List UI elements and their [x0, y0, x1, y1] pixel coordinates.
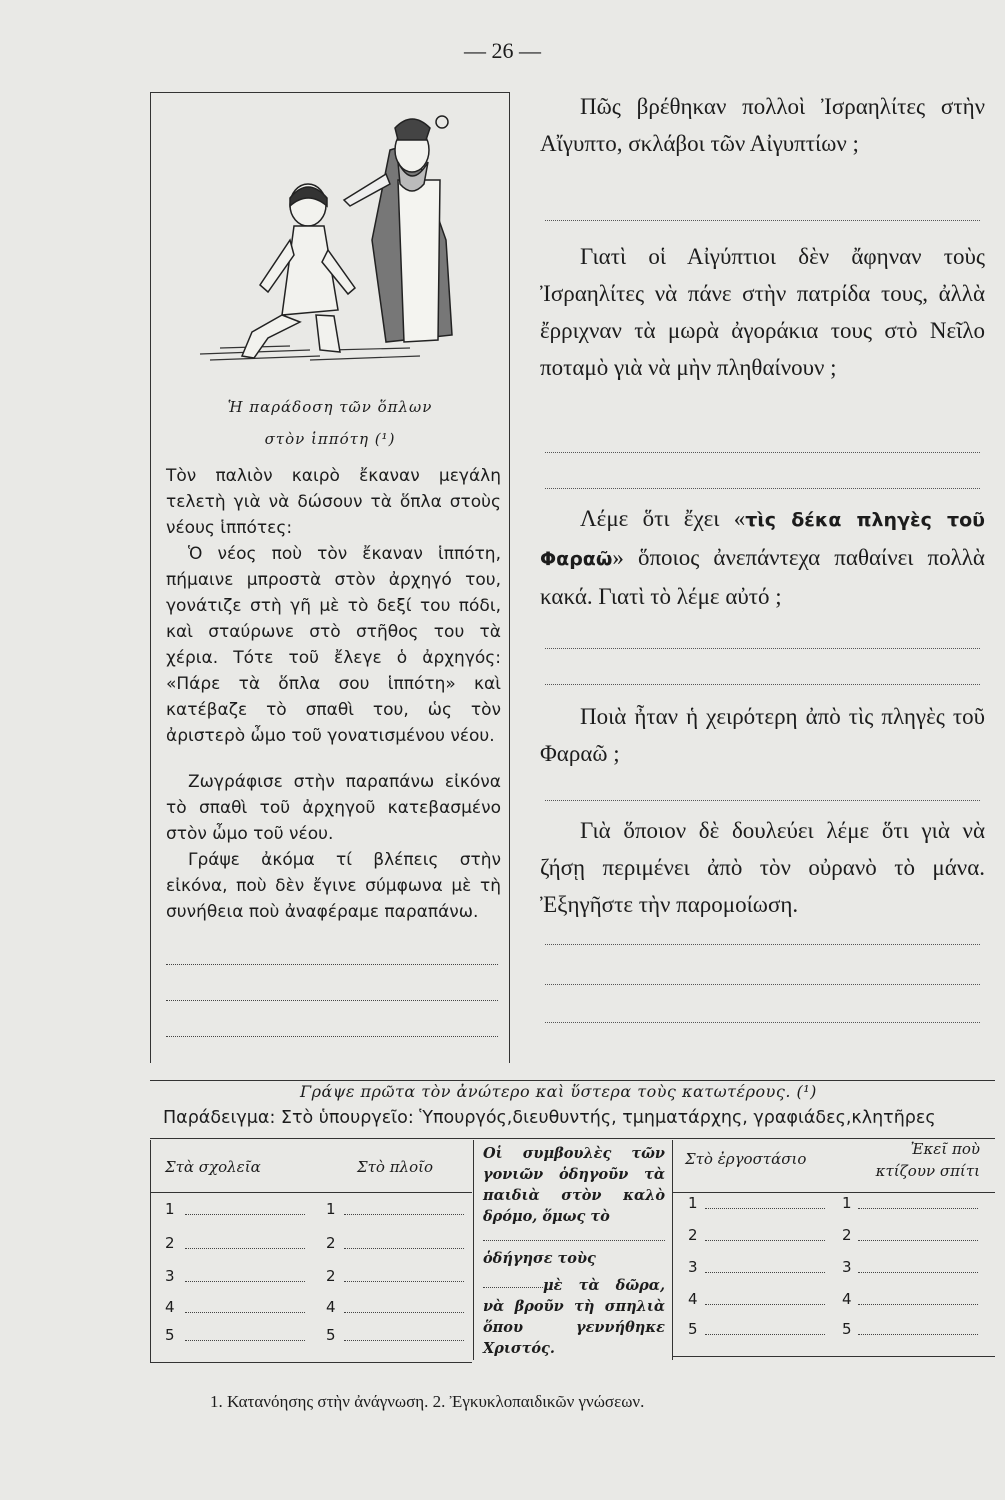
header-ship: Στὸ πλοῖο: [357, 1158, 434, 1176]
answer-line[interactable]: [545, 452, 980, 453]
answer-line[interactable]: [344, 1340, 464, 1341]
answer-line[interactable]: [545, 648, 980, 649]
answer-line[interactable]: [545, 800, 980, 801]
schools-row-2-num: 2: [165, 1234, 175, 1252]
answer-line[interactable]: [344, 1281, 464, 1282]
answer-line[interactable]: [858, 1272, 978, 1273]
answer-line[interactable]: [858, 1304, 978, 1305]
answer-line[interactable]: [705, 1334, 825, 1335]
ship-row-2-num: 2: [326, 1234, 336, 1252]
ship-row-5-num: 5: [326, 1326, 336, 1344]
answer-line[interactable]: [545, 1022, 980, 1023]
header-rule-right: [673, 1192, 995, 1193]
factory-row-4-num: 4: [688, 1290, 698, 1308]
question-2: Γιατὶ οἱ Αἰγύπτιοι δὲν ἄφηναν τοὺς Ἰσραηλίτες νὰ πάνε στὴν πατρίδα τους, ἀλλὰ ἔρριχναν τὰ μωρὰ ἀγοράκια τους στὸ Νεῖλο ποταμὸ γιὰ νὰ μὴν πληθαίνουν ;: [540, 244, 985, 380]
ship-row-1-num: 1: [326, 1200, 336, 1218]
building-row-5-num: 5: [842, 1320, 852, 1338]
answer-line[interactable]: [185, 1340, 305, 1341]
answer-line[interactable]: [185, 1214, 305, 1215]
illustration-caption-line2: στὸν ἱππότη (¹): [264, 430, 396, 448]
answer-line[interactable]: [705, 1272, 825, 1273]
header-building: Ἐκεῖ ποὺ κτίζουν σπίτι: [875, 1140, 980, 1180]
answer-line[interactable]: [545, 684, 980, 685]
building-row-2-num: 2: [842, 1226, 852, 1244]
middle-right-rule: [672, 1140, 673, 1360]
left-paragraph-draw-task: Ζωγράφισε στὴν παραπάνω εἰκόνα τὸ σπαθὶ τοῦ ἀρχηγοῦ κατεβασμένο στὸν ὦμο τοῦ νέου.: [166, 772, 501, 844]
factory-row-1-num: 1: [688, 1194, 698, 1212]
answer-line[interactable]: [166, 1000, 498, 1001]
knighting-illustration: [190, 110, 480, 380]
answer-line[interactable]: [705, 1240, 825, 1241]
building-row-1-num: 1: [842, 1194, 852, 1212]
schools-row-5-num: 5: [165, 1326, 175, 1344]
middle-text-a: Οἱ συμβουλὲς τῶν γονιῶν ὁδηγοῦν τὰ παιδιὰ στὸν καλὸ δρόμο, ὅμως τὸ: [483, 1145, 665, 1225]
exercise-example: Παράδειγμα: Στὸ ὑπουργεῖο: Ὑπουργός,διευθυντής, τμηματάρχης, γραφιάδες,κλητῆρες: [163, 1108, 936, 1128]
answer-line[interactable]: [545, 488, 980, 489]
schools-row-3-num: 3: [165, 1267, 175, 1285]
answer-line[interactable]: [858, 1208, 978, 1209]
answer-line[interactable]: [858, 1240, 978, 1241]
schools-row-1-num: 1: [165, 1200, 175, 1218]
factory-row-5-num: 5: [688, 1320, 698, 1338]
middle-left-rule: [473, 1140, 474, 1360]
answer-line[interactable]: [858, 1334, 978, 1335]
illustration-caption-line1: Ἡ παράδοση τῶν ὅπλων: [227, 398, 433, 416]
page-number: — 26 —: [464, 38, 541, 63]
factory-row-2-num: 2: [688, 1226, 698, 1244]
answer-line[interactable]: [185, 1248, 305, 1249]
answer-line[interactable]: [545, 944, 980, 945]
schools-row-4-num: 4: [165, 1298, 175, 1316]
left-paragraph-ceremony: Ὁ νέος ποὺ τὸν ἔκαναν ἱππότη, πήμαινε μπροστὰ στὸν ἀρχηγό του, γονάτιζε στὴ γῆ μὲ τὸ δεξί του πόδι, καὶ σταύρωνε στὸ στῆθος του τὰ χέρια. Τότε τοῦ ἔλεγε ὁ ἀρχηγός: «Πάρε τὰ ὅπλα σου ἱππότη» καὶ κατέβαζε τὸ σπαθὶ του, ὡς τὸν ἀριστερὸ ὦμο τοῦ γονατισμένου νέου.: [166, 544, 501, 746]
question-1: Πῶς βρέθηκαν πολλοὶ Ἰσραηλίτες στὴν Αἴγυπτο, σκλάβοι τῶν Αἰγυπτίων ;: [540, 94, 985, 156]
ship-row-4-num: 4: [326, 1298, 336, 1316]
table-bottom-rule-left: [150, 1362, 472, 1363]
section-rule: [150, 1080, 995, 1081]
building-row-4-num: 4: [842, 1290, 852, 1308]
building-row-3-num: 3: [842, 1258, 852, 1276]
factory-row-3-num: 3: [688, 1258, 698, 1276]
answer-line[interactable]: [166, 964, 498, 965]
left-paragraph-write-task: Γράψε ἀκόμα τί βλέπεις στὴν εἰκόνα, ποὺ δὲν ἔγινε σύμφωνα μὲ τὴ συνήθεια ποὺ ἀναφέραμε παραπάνω.: [166, 850, 501, 922]
exercise-instruction: Γράψε πρῶτα τὸν ἀνώτερο καὶ ὕστερα τοὺς κατωτέρους. (¹): [300, 1082, 817, 1101]
middle-text-c: μὲ τὰ δῶρα, νὰ βροῦν τὴ σπηλιὰ ὅπου γεννήθηκε Χριστός.: [483, 1277, 665, 1357]
answer-line[interactable]: [185, 1312, 305, 1313]
answer-line[interactable]: [344, 1312, 464, 1313]
ship-row-3-num: 2: [326, 1267, 336, 1285]
question-3: Λέμε ὅτι ἔχει «τὶς δέκα πληγὲς τοῦ Φαραῶ» ὅποιος ἀνεπάντεχα παθαίνει πολλὰ κακά. Γιατὶ τὸ λέμε αὐτό ;: [540, 506, 985, 609]
question-5: Γιὰ ὅποιον δὲ δουλεύει λέμε ὅτι γιὰ νὰ ζήσῃ περιμένει ἀπὸ τὸν οὐρανὸ τὸ μάνα. Ἐξηγῆστε τὴν παρομοίωση.: [540, 818, 985, 917]
answer-line[interactable]: [545, 220, 980, 221]
footnote: 1. Κατανόησης στὴν ἀνάγνωση. 2. Ἐγκυκλοπαιδικῶν γνώσεων.: [210, 1392, 645, 1411]
answer-line[interactable]: [545, 984, 980, 985]
answer-line[interactable]: [344, 1248, 464, 1249]
left-paragraph-intro: Τὸν παλιὸν καιρὸ ἔκαναν μεγάλη τελετὴ γιὰ νὰ δώσουν τὰ ὅπλα στοὺς νέους ἱππότες:: [166, 466, 501, 538]
header-rule-left: [150, 1192, 472, 1193]
table-bottom-rule-right: [673, 1356, 995, 1357]
question-4: Ποιὰ ἦταν ἡ χειρότερη ἀπὸ τὶς πληγὲς τοῦ Φαραῶ ;: [540, 704, 985, 766]
answer-line[interactable]: [705, 1208, 825, 1209]
answer-line[interactable]: [483, 1240, 665, 1241]
header-factory: Στὸ ἐργοστάσιο: [685, 1150, 807, 1168]
answer-line[interactable]: [185, 1281, 305, 1282]
answer-line[interactable]: [166, 1036, 498, 1037]
answer-line[interactable]: [705, 1304, 825, 1305]
answer-line[interactable]: [344, 1214, 464, 1215]
table-left-rule: [150, 1140, 151, 1362]
header-schools: Στὰ σχολεῖα: [165, 1158, 261, 1176]
middle-text-b: ὁδήγησε τοὺς: [483, 1250, 596, 1267]
